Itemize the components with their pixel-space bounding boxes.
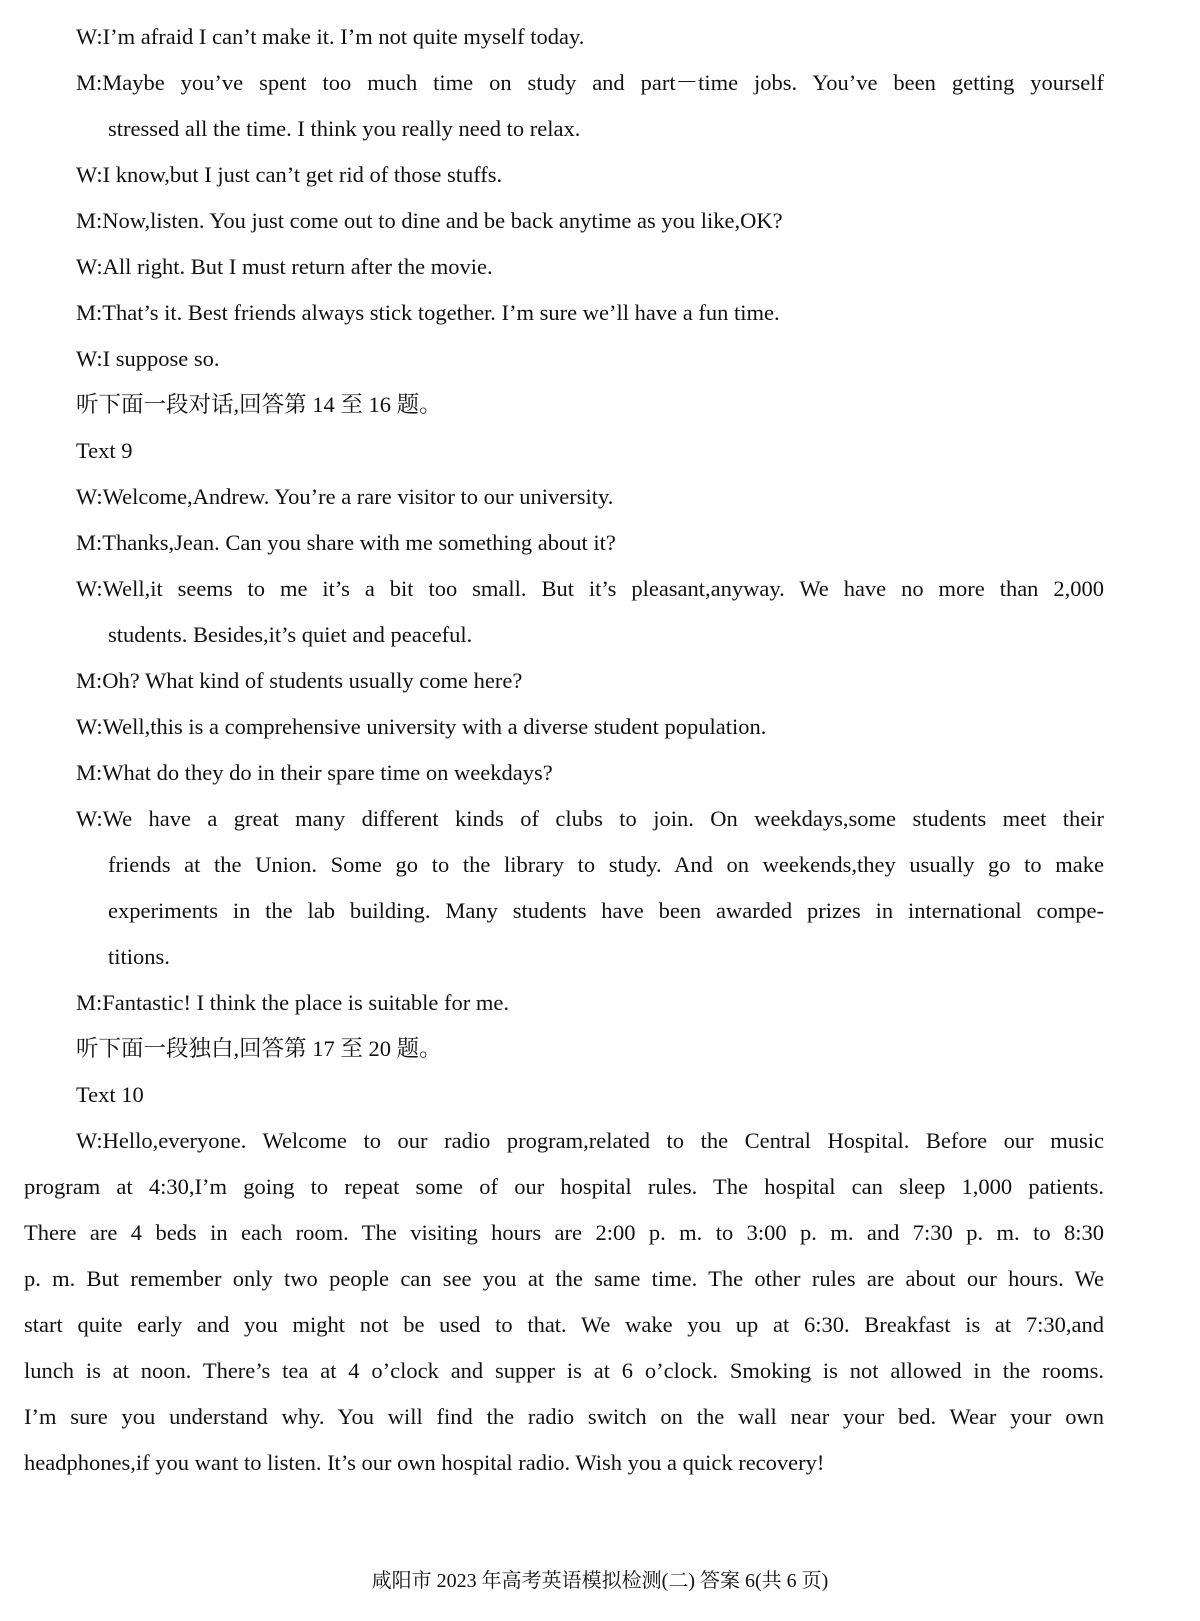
monologue-line: program at 4:30,I’m going to repeat some of our hospital rules. The hospital can sleep 1,000 patients. bbox=[24, 1174, 1104, 1199]
dialogue-line: M:Now,listen. You just come out to dine and be back anytime as you like,OK? bbox=[76, 208, 783, 233]
monologue-line: p. m. But remember only two people can see you at the same time. The other rules are about our hours. We bbox=[24, 1266, 1104, 1291]
dialogue-line: M:Thanks,Jean. Can you share with me something about it? bbox=[76, 530, 616, 555]
monologue-line: There are 4 beds in each room. The visiting hours are 2:00 p. m. to 3:00 p. m. and 7:30 p. m. to 8:30 bbox=[24, 1220, 1104, 1245]
dialogue-line: W:I know,but I just can’t get rid of those stuffs. bbox=[76, 162, 503, 187]
monologue-line: W:Hello,everyone. Welcome to our radio program,related to the Central Hospital. Before our music bbox=[76, 1128, 1104, 1153]
monologue-line: start quite early and you might not be used to that. We wake you up at 6:30. Breakfast is at 7:30,and bbox=[24, 1312, 1104, 1337]
section-instruction: 听下面一段独白,回答第 17 至 20 题。 bbox=[76, 1036, 442, 1061]
dialogue-line: M:Fantastic! I think the place is suitable for me. bbox=[76, 990, 510, 1015]
monologue-line: headphones,if you want to listen. It’s our own hospital radio. Wish you a quick recovery! bbox=[24, 1450, 825, 1475]
dialogue-line: W:Welcome,Andrew. You’re a rare visitor to our university. bbox=[76, 484, 614, 509]
dialogue-line: W:I’m afraid I can’t make it. I’m not quite myself today. bbox=[76, 24, 585, 49]
dialogue-line: W:Well,this is a comprehensive university with a diverse student population. bbox=[76, 714, 767, 739]
section-title: Text 10 bbox=[76, 1082, 144, 1107]
dialogue-line-continuation: experiments in the lab building. Many students have been awarded prizes in international compe- bbox=[108, 898, 1104, 923]
dialogue-line: W:I suppose so. bbox=[76, 346, 220, 371]
dialogue-line-continuation: students. Besides,it’s quiet and peaceful. bbox=[108, 622, 473, 647]
dialogue-line: M:What do they do in their spare time on weekdays? bbox=[76, 760, 553, 785]
transcript-body bbox=[24, 14, 1104, 1486]
dialogue-line: W:We have a great many different kinds of clubs to join. On weekdays,some students meet their bbox=[76, 806, 1104, 831]
section-instruction: 听下面一段对话,回答第 14 至 16 题。 bbox=[76, 392, 442, 417]
dialogue-line-continuation: stressed all the time. I think you really need to relax. bbox=[108, 116, 581, 141]
dialogue-line: W:All right. But I must return after the movie. bbox=[76, 254, 493, 279]
section-title: Text 9 bbox=[76, 438, 133, 463]
dialogue-line: W:Well,it seems to me it’s a bit too small. But it’s pleasant,anyway. We have no more than 2,000 bbox=[76, 576, 1104, 601]
dialogue-line: M:That’s it. Best friends always stick together. I’m sure we’ll have a fun time. bbox=[76, 300, 780, 325]
page-footer: 咸阳市 2023 年高考英语模拟检测(二) 答案 6(共 6 页) bbox=[371, 1570, 829, 1592]
monologue-line: I’m sure you understand why. You will find the radio switch on the wall near your bed. Wear your own bbox=[24, 1404, 1104, 1429]
dialogue-line-continuation: friends at the Union. Some go to the library to study. And on weekends,they usually go to make bbox=[108, 852, 1104, 877]
dialogue-line-continuation: titions. bbox=[108, 944, 170, 969]
monologue-line: lunch is at noon. There’s tea at 4 o’clock and supper is at 6 o’clock. Smoking is not allowed in the rooms. bbox=[24, 1358, 1104, 1383]
dialogue-line: M:Maybe you’ve spent too much time on study and part－time jobs. You’ve been getting yourself bbox=[76, 70, 1104, 95]
dialogue-line: M:Oh? What kind of students usually come here? bbox=[76, 668, 523, 693]
